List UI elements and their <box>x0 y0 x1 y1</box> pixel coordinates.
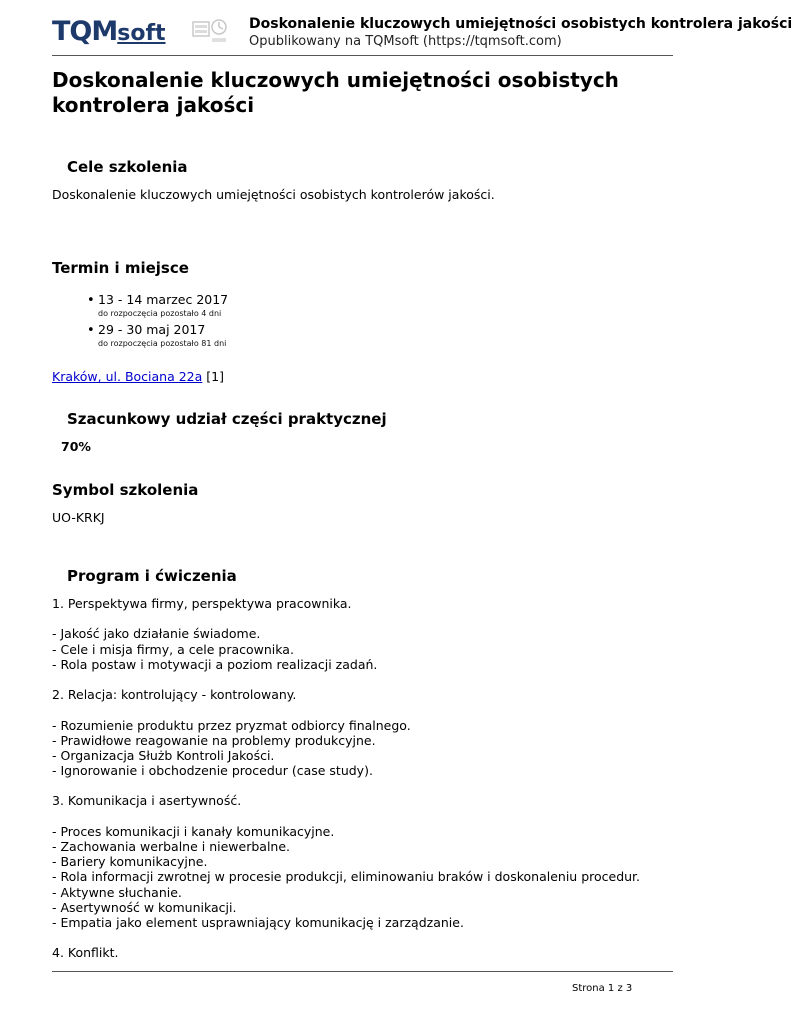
header-divider <box>52 55 673 56</box>
program-line: - Ignorowanie i obchodzenie procedur (case study). <box>52 763 373 779</box>
page-number: Strona 1 z 3 <box>572 983 633 994</box>
program-line: - Organizacja Służb Kontroli Jakości. <box>52 747 275 763</box>
location-ref: [1] <box>206 369 225 384</box>
dates-list <box>52 292 228 352</box>
program-list <box>52 596 640 961</box>
page-header <box>52 12 792 56</box>
program-heading: Program i ćwiczenia <box>67 567 237 585</box>
tqmsoft-logo <box>52 16 166 47</box>
program-line: - Asertywność w komunikacji. <box>52 899 237 915</box>
program-line: - Rozumienie produktu przez pryzmat odbiorcy finalnego. <box>52 717 411 733</box>
location-link[interactable]: Kraków, ul. Bociana 22a <box>52 369 203 384</box>
program-line: - Zachowania werbalne i niewerbalne. <box>52 839 291 854</box>
practice-value: 70% <box>61 439 91 454</box>
date-item <box>52 322 228 352</box>
program-line <box>52 778 640 793</box>
program-line: 3. Komunikacja i asertywność. <box>52 793 242 809</box>
goals-heading: Cele szkolenia <box>67 158 188 176</box>
location-line <box>52 369 224 384</box>
date-text: 29 - 30 maj 2017 <box>98 322 206 337</box>
program-line <box>52 702 640 717</box>
symbol-heading: Symbol szkolenia <box>52 481 199 499</box>
program-line: - Prawidłowe reagowanie na problemy produkcyjne. <box>52 732 376 748</box>
header-title: Doskonalenie kluczowych umiejętności osobistych kontrolera jakości <box>249 16 792 32</box>
program-line: 1. Perspektywa firmy, perspektywa pracownika. <box>52 596 352 611</box>
iso-decoration-icon <box>192 16 228 44</box>
footer-divider <box>52 971 673 972</box>
program-line <box>52 930 640 945</box>
program-line: 4. Konflikt. <box>52 945 119 961</box>
logo-main-text: TQM <box>52 16 118 47</box>
program-line: - Proces komunikacji i kanały komunikacyjne. <box>52 823 335 839</box>
program-line: - Rola postaw i motywacji a poziom realizacji zadań. <box>52 656 378 672</box>
date-note: do rozpoczęcia pozostało 81 dni <box>98 339 227 348</box>
program-line <box>52 611 640 626</box>
date-text: 13 - 14 marzec 2017 <box>98 292 229 307</box>
program-line: - Aktywne słuchanie. <box>52 884 182 900</box>
bullet-icon: • <box>87 323 95 338</box>
program-line <box>52 809 640 824</box>
program-line <box>52 672 640 687</box>
date-note: do rozpoczęcia pozostało 4 dni <box>98 309 222 318</box>
symbol-value: UO-KRKJ <box>52 510 105 525</box>
date-item <box>52 292 228 322</box>
goals-text: Doskonalenie kluczowych umiejętności osobistych kontrolerów jakości. <box>52 187 495 202</box>
bullet-icon: • <box>87 293 95 308</box>
program-line: - Cele i misja firmy, a cele pracownika. <box>52 641 294 657</box>
program-line: - Bariery komunikacyjne. <box>52 854 208 870</box>
program-line: - Empatia jako element usprawniający komunikację i zarządzanie. <box>52 914 464 930</box>
schedule-heading: Termin i miejsce <box>52 259 189 277</box>
practice-heading: Szacunkowy udział części praktycznej <box>67 410 387 428</box>
page-title: Doskonalenie kluczowych umiejętności osobistych kontrolera jakości <box>52 68 619 117</box>
program-line: - Jakość jako działanie świadome. <box>52 626 261 642</box>
program-line: - Rola informacji zwrotnej w procesie produkcji, eliminowaniu braków i doskonaleniu procedur. <box>52 869 641 885</box>
header-published: Opublikowany na TQMsoft (https://tqmsoft.com) <box>249 34 562 49</box>
logo-sub-text: soft <box>117 21 166 46</box>
program-line: 2. Relacja: kontrolujący - kontrolowany. <box>52 687 297 703</box>
